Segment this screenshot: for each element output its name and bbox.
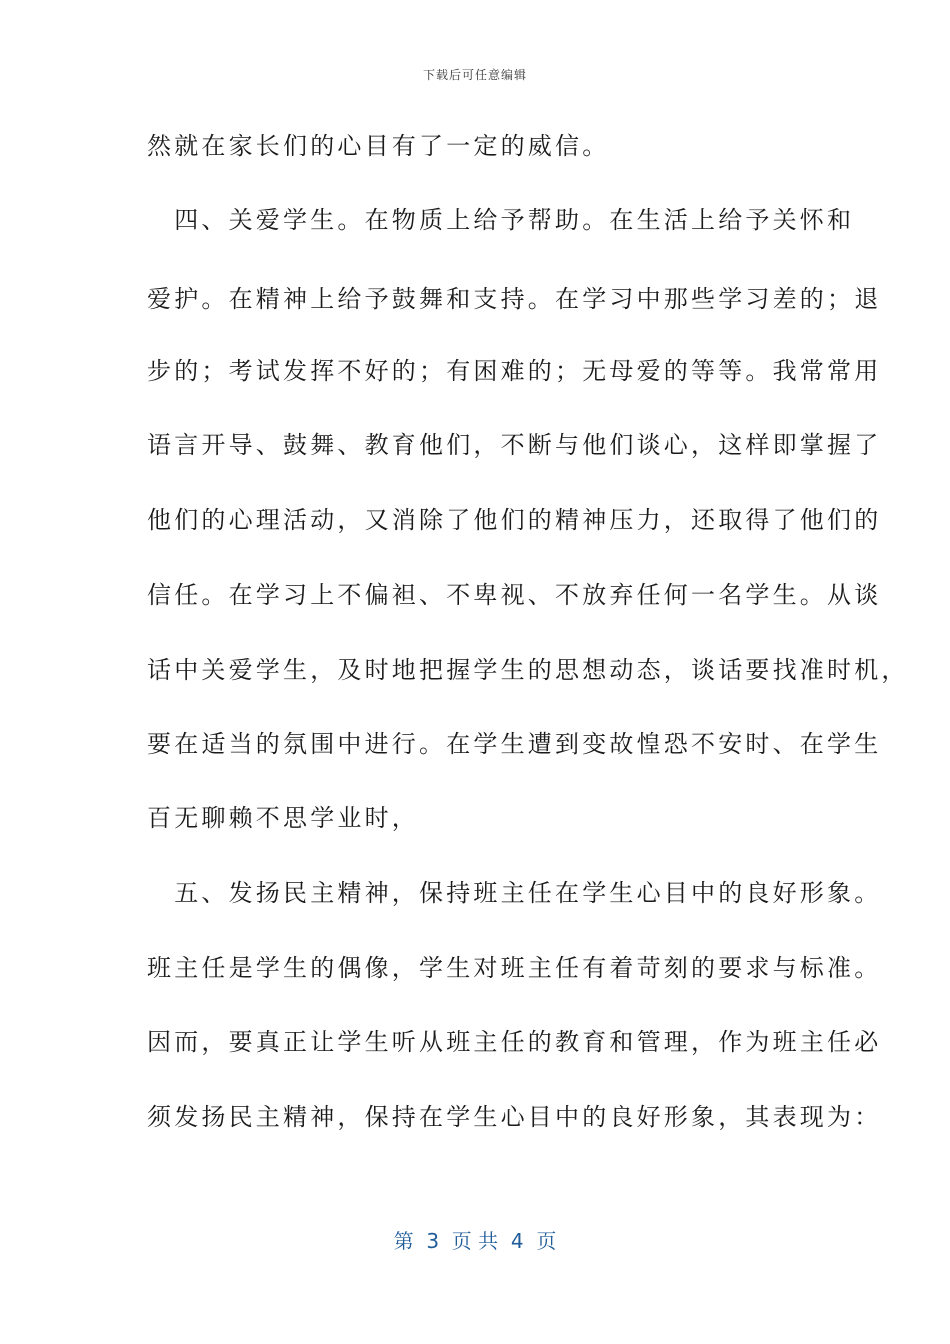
page-header: 下载后可任意编辑 xyxy=(422,68,527,82)
text-line: 因而，要真正让学生听从班主任的教育和管理，作为班主任必 xyxy=(147,1028,882,1056)
text-line: 话中关爱学生，及时地把握学生的思想动态，谈话要找准时机， xyxy=(147,656,909,684)
text-line: 爱护。在精神上给予鼓舞和支持。在学习中那些学习差的；退 xyxy=(147,285,882,313)
text-line: 语言开导、鼓舞、教育他们，不断与他们谈心，这样即掌握了 xyxy=(147,431,882,459)
text-line: 步的；考试发挥不好的；有困难的；无母爱的等等。我常常用 xyxy=(147,357,882,385)
page-number-footer: 第 3 页 共 4 页 xyxy=(393,1229,557,1253)
paragraph-four-first-line: 四、关爱学生。在物质上给予帮助。在生活上给予关怀和 xyxy=(147,206,855,234)
text-line: 班主任是学生的偶像，学生对班主任有着苛刻的要求与标准。 xyxy=(147,954,882,982)
text-line: 百无聊赖不思学业时， xyxy=(147,804,419,832)
text-line: 须发扬民主精神，保持在学生心目中的良好形象，其表现为： xyxy=(147,1103,882,1131)
text-line: 信任。在学习上不偏袒、不卑视、不放弃任何一名学生。从谈 xyxy=(147,581,882,609)
text-line: 然就在家长们的心目有了一定的威信。 xyxy=(147,132,610,160)
text-line: 要在适当的氛围中进行。在学生遭到变故惶恐不安时、在学生 xyxy=(147,730,882,758)
text-line: 他们的心理活动，又消除了他们的精神压力，还取得了他们的 xyxy=(147,506,882,534)
paragraph-five-first-line: 五、发扬民主精神，保持班主任在学生心目中的良好形象。 xyxy=(147,879,882,907)
